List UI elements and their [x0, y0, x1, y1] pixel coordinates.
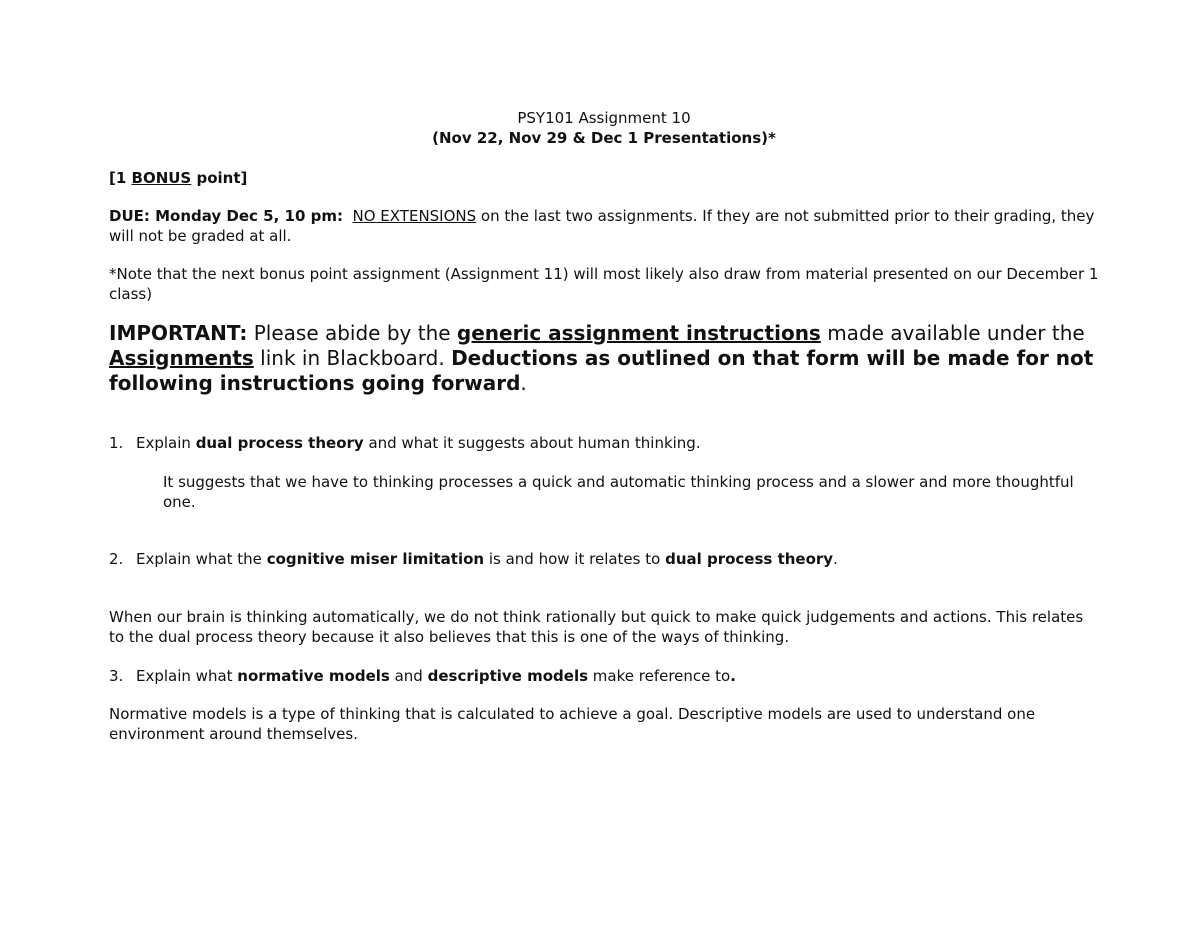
question-text: Explain — [136, 434, 196, 452]
question-3 — [109, 666, 1099, 686]
question-text: is and how it relates to — [484, 550, 666, 568]
question-bold-term: descriptive models — [427, 667, 589, 685]
document-page — [109, 108, 1099, 744]
question-text: and — [389, 667, 428, 685]
question-bold-term: dual process theory — [195, 434, 364, 452]
due-lead: DUE: Monday Dec 5, 10 pm: — [109, 207, 343, 225]
question-text: Explain what the — [136, 550, 267, 568]
due-rest: on the last two assignments. If they are not submitted prior to their grading, they will not be graded at all. — [109, 207, 1095, 245]
generic-instructions-link[interactable]: generic assignment instructions — [456, 321, 821, 345]
answer-3: Normative models is a type of thinking that is calculated to achieve a goal. Descriptive models are used to understand one environment around themselves. — [109, 705, 1036, 743]
question-text: Explain what — [136, 667, 238, 685]
due-paragraph — [109, 206, 1099, 246]
question-number: 3. — [109, 667, 124, 685]
important-paragraph — [109, 321, 1099, 396]
assignments-link[interactable]: Assignments — [109, 346, 254, 370]
bonus-close: point] — [191, 169, 248, 187]
bonus-open: [1 — [109, 169, 132, 187]
question-bold-term: normative models — [237, 667, 390, 685]
question-bold-term: cognitive miser limitation — [266, 550, 485, 568]
question-2 — [109, 549, 1099, 569]
important-text-1: Please abide by the — [247, 321, 457, 345]
important-end: . — [520, 371, 527, 395]
question-text: make reference to — [588, 667, 731, 685]
document-title — [109, 108, 1099, 148]
question-number: 1. — [109, 434, 124, 452]
bonus-line — [109, 168, 1099, 188]
important-text-2: made available under the — [820, 321, 1085, 345]
answer-2: When our brain is thinking automatically, we do not think rationally but quick to make quick judgements and actions. This relates to the dual process theory because it also believes that this is one of the ways of thinking. — [109, 608, 1084, 646]
important-text-3: link in Blackboard. — [253, 346, 452, 370]
bonus-underlined: BONUS — [131, 169, 192, 187]
question-period: . — [730, 667, 736, 685]
question-text: and what it suggests about human thinking. — [363, 434, 701, 452]
question-bold-term: dual process theory — [665, 550, 834, 568]
deductions-sentence: Deductions as outlined on that form will be made for not following instructions going forward — [109, 346, 1094, 395]
answer-1: It suggests that we have to thinking processes a quick and automatic thinking process and a slower and more thoughtful one. — [163, 473, 1074, 511]
question-number: 2. — [109, 550, 124, 568]
question-text: . — [833, 550, 838, 568]
note-paragraph: *Note that the next bonus point assignment (Assignment 11) will most likely also draw from material presented on our December 1 class) — [109, 265, 1099, 303]
title-line-1: PSY101 Assignment 10 — [517, 109, 691, 127]
no-extensions: NO EXTENSIONS — [352, 207, 477, 225]
important-label: IMPORTANT: — [109, 321, 248, 345]
question-1 — [109, 433, 1099, 453]
title-line-2: (Nov 22, Nov 29 & Dec 1 Presentations)* — [432, 129, 776, 147]
